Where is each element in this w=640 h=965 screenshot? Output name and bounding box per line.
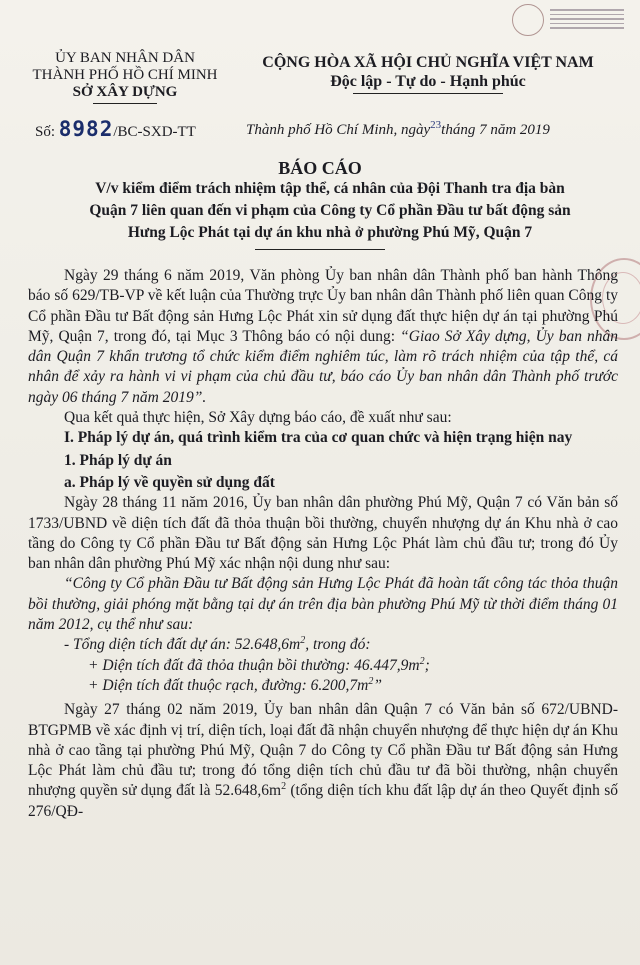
document-title: BÁO CÁO bbox=[278, 158, 362, 178]
document-subject: V/v kiểm điểm trách nhiệm tập thể, cá nhân của Đội Thanh tra địa bàn Quận 7 liên quan đến vi phạm của Công ty Cổ phần Đầu tư bất động sản Hưng Lộc Phát tại dự án khu nhà ở phường Phú Mỹ, Quận 7 bbox=[89, 180, 571, 241]
stamp-text-lines bbox=[550, 6, 624, 32]
authority-line-2: THÀNH PHỐ HỒ CHÍ MINH bbox=[32, 67, 218, 83]
section-heading: 1. Pháp lý dự án bbox=[64, 451, 172, 469]
country-name: CỘNG HÒA XÃ HỘI CHỦ NGHĨA VIỆT NAM bbox=[262, 54, 594, 71]
received-stamp bbox=[510, 2, 628, 36]
place-date: Thành phố Hồ Chí Minh, ngày$^{23}$tháng 7 năm 2019 bbox=[246, 119, 550, 138]
document-body bbox=[28, 258, 618, 822]
list-item: - Tổng diện tích đất dự án: $52.648,6m^2$, trong đó: bbox=[64, 635, 371, 654]
section-heading: a. Pháp lý về quyền sử dụng đất bbox=[64, 473, 275, 491]
paragraph: Ngày 27 tháng 02 năm 2019, Ủy ban nhân dân Quận 7 có Văn bản số 672/UBND-BTGPMB về xác định vị trí, diện tích, loại đất đã nhận chuyển nhượng để thực hiện dự án Khu nhà ở cao tầng tại phường Phú Mỹ, Quận 7 do Công ty Cổ phần Đầu tư Bất động sản Hưng Lộc Phát làm chủ đầu tư; trong đó tổng diện tích chủ đầu tư đã bồi thường, nhận chuyển nhượng quyền sử dụng đất là $52.648,6m^2$ (tổng diện tích khu đất lập dự án theo Quyết định số 276/QĐ- bbox=[28, 701, 618, 820]
divider bbox=[353, 93, 503, 94]
document-number-value: 8982 bbox=[58, 117, 114, 141]
paragraph: Ngày 29 tháng 6 năm 2019, Văn phòng Ủy ban nhân dân Thành phố ban hành Thông báo số 629/TB-VP về kết luận của Thường trực Ủy ban nhân dân Thành phố liên quan Công ty Cổ phần Đầu tư Bất động sản Hưng Lộc Phát xin sử dụng đất thực hiện dự án tại phường Phú Mỹ, Quận 7, trong đó, tại Mục 3 Thông báo có nội dung: “Giao Sở Xây dựng, Ủy ban nhân dân Quận 7 khẩn trương tổ chức kiểm điểm nghiêm túc, làm rõ trách nhiệm của tập thể, cá nhân để xảy ra hành vi vi phạm của chủ đầu tư, báo cáo Ủy ban nhân dân Thành phố trước ngày 06 tháng 7 năm 2019”. bbox=[28, 267, 618, 406]
divider bbox=[255, 249, 385, 250]
document-number: Số: 8982/BC-SXD-TT bbox=[35, 117, 196, 141]
national-motto: Độc lập - Tự do - Hạnh phúc bbox=[330, 73, 526, 90]
list-item: + Diện tích đất thuộc rạch, đường: $6.200,7m^2$” bbox=[88, 675, 382, 694]
stamp-seal-icon bbox=[512, 4, 544, 36]
divider bbox=[93, 103, 157, 104]
national-header bbox=[228, 54, 628, 94]
section-heading: I. Pháp lý dự án, quá trình kiểm tra của cơ quan chức và hiện trạng hiện nay bbox=[64, 429, 573, 447]
authority-line-1: ỦY BAN NHÂN DÂN bbox=[55, 50, 195, 66]
department-name: SỞ XÂY DỰNG bbox=[72, 84, 178, 100]
list-item: + Diện tích đất đã thỏa thuận bồi thường: $46.447,9m^2$; bbox=[88, 655, 430, 674]
paragraph: Ngày 28 tháng 11 năm 2016, Ủy ban nhân dân phường Phú Mỹ, Quận 7 có Văn bản số 1733/UBND về diện tích đất đã thỏa thuận bồi thường, chuyển nhượng dự án Khu nhà ở cao tầng do Công ty Cổ phần Đầu tư Bất động sản Hưng Lộc Phát làm chủ đầu tư; trong đó Ủy ban nhân dân phường Phú Mỹ xác nhận nội dung như sau: bbox=[28, 494, 618, 573]
issuing-authority bbox=[20, 50, 230, 104]
handwritten-day: 23 bbox=[430, 119, 442, 131]
quoted-paragraph: “Công ty Cổ phần Đầu tư Bất động sản Hưng Lộc Phát đã hoàn tất công tác thỏa thuận bồi thường, giải phóng mặt bằng tại dự án trên địa bàn phường Phú Mỹ từ thời điểm tháng 01 năm 2012, cụ thể như sau: bbox=[28, 575, 618, 634]
paragraph: Qua kết quả thực hiện, Sở Xây dựng báo cáo, đề xuất như sau: bbox=[64, 409, 452, 427]
